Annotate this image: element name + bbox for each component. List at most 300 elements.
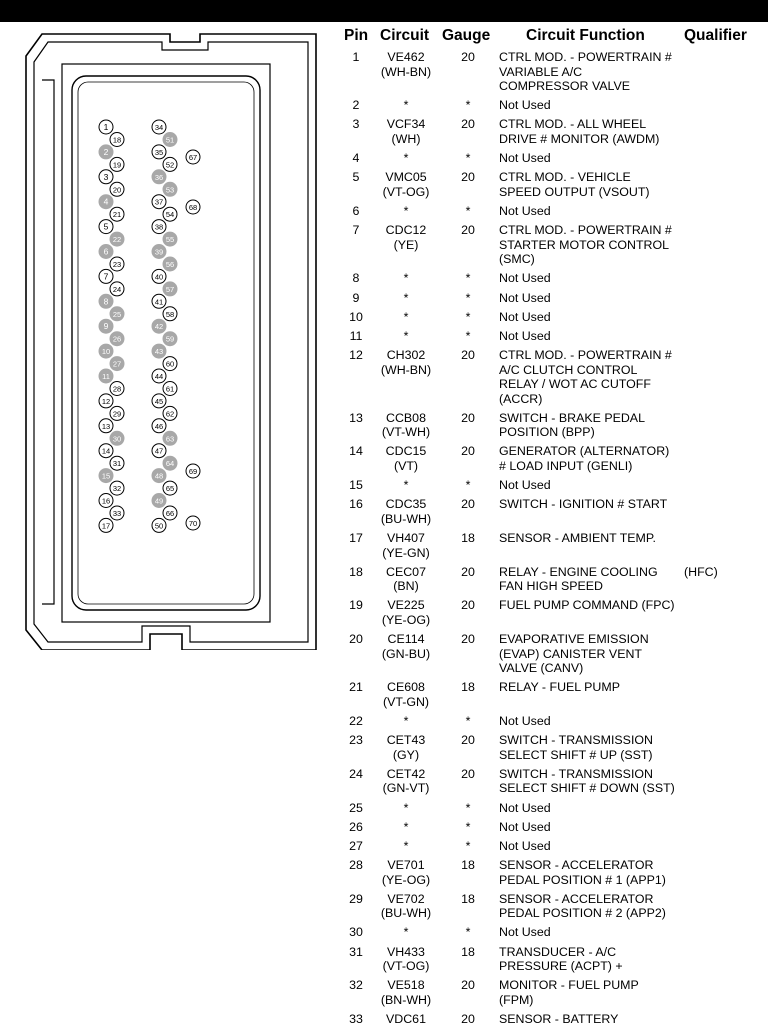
circuit-function-line: Not Used bbox=[499, 203, 551, 218]
circuit-function-line: SWITCH - IGNITION # START bbox=[499, 497, 668, 512]
wire-gauge: * bbox=[465, 271, 471, 286]
connector-pin-label: 52 bbox=[165, 160, 175, 170]
connector-pin bbox=[163, 332, 177, 346]
connector-pin-label: 5 bbox=[103, 221, 109, 232]
table-row bbox=[336, 271, 768, 290]
circuit-function-line: Not Used bbox=[499, 478, 551, 493]
connector-pin bbox=[163, 456, 177, 470]
wire-color: (WH-BN) bbox=[380, 362, 432, 377]
table-row bbox=[336, 310, 768, 329]
wire-color: (VT) bbox=[393, 458, 419, 473]
circuit-code: * bbox=[403, 925, 409, 940]
wire-color: (WH-BN) bbox=[380, 64, 432, 79]
connector-pin-label: 41 bbox=[154, 297, 164, 307]
circuit-code: CH302 bbox=[386, 348, 426, 363]
connector-pin-label: 28 bbox=[112, 384, 122, 394]
table-row bbox=[336, 50, 768, 98]
connector-pin-label: 6 bbox=[103, 246, 109, 257]
table-row bbox=[336, 348, 768, 411]
wire-gauge: * bbox=[465, 309, 471, 324]
connector-pin-label: 54 bbox=[165, 210, 175, 220]
wire-color: (VT-WH) bbox=[381, 425, 431, 440]
pin-number: 24 bbox=[349, 766, 363, 781]
wire-color: (YE-OG) bbox=[381, 872, 431, 887]
connector-pin-label: 32 bbox=[112, 484, 122, 494]
circuit-function-line: RELAY - FUEL PUMP bbox=[499, 680, 620, 695]
connector-pin bbox=[110, 182, 124, 196]
connector-pin bbox=[152, 494, 166, 508]
wire-gauge: 18 bbox=[461, 944, 475, 959]
wire-gauge: * bbox=[465, 800, 471, 815]
connector-pin bbox=[110, 481, 124, 495]
wire-gauge: * bbox=[465, 478, 471, 493]
connector-pin bbox=[163, 257, 177, 271]
wire-color: (BU-WH) bbox=[380, 906, 432, 921]
connector-pin bbox=[163, 431, 177, 445]
connector-pin bbox=[152, 444, 166, 458]
circuit-code: CE114 bbox=[387, 632, 425, 647]
pin-number: 6 bbox=[352, 203, 360, 218]
circuit-code: CDC35 bbox=[385, 497, 427, 512]
connector-pin bbox=[152, 120, 166, 134]
wire-gauge: 20 bbox=[461, 410, 475, 425]
connector-pin-label: 18 bbox=[112, 135, 122, 145]
circuit-function-line: SELECT SHIFT # DOWN (SST) bbox=[499, 781, 675, 796]
wire-gauge: * bbox=[465, 819, 471, 834]
connector-pin bbox=[186, 464, 200, 478]
connector-pin bbox=[152, 269, 166, 283]
pin-number: 20 bbox=[349, 632, 363, 647]
wire-gauge: 20 bbox=[461, 598, 475, 613]
wire-gauge: 18 bbox=[461, 858, 475, 873]
table-row bbox=[336, 444, 768, 478]
connector-pin bbox=[110, 357, 124, 371]
circuit-code: * bbox=[403, 328, 409, 343]
connector-pin-label: 68 bbox=[188, 203, 198, 212]
table-row bbox=[336, 223, 768, 271]
circuit-function-line: Not Used bbox=[499, 925, 551, 940]
circuit-function-line: GENERATOR (ALTERNATOR) bbox=[499, 444, 670, 459]
circuit-code: VMC05 bbox=[385, 170, 427, 185]
circuit-code: * bbox=[403, 713, 409, 728]
pin-number: 12 bbox=[349, 348, 363, 363]
connector-pin-label: 67 bbox=[188, 153, 198, 162]
connector-pin bbox=[152, 220, 166, 234]
connector-pin-label: 3 bbox=[103, 171, 109, 182]
connector-pin-label: 64 bbox=[165, 459, 175, 469]
circuit-code: VE462 bbox=[387, 50, 425, 64]
connector-pin bbox=[110, 307, 124, 321]
wire-gauge: * bbox=[465, 838, 471, 853]
circuit-function-line: DRIVE # MONITOR (AWDM) bbox=[499, 131, 660, 146]
wire-gauge: 20 bbox=[461, 348, 475, 363]
connector-pin bbox=[99, 319, 113, 333]
circuit-function-line: CTRL MOD. - VEHICLE bbox=[499, 170, 631, 185]
pin-number: 27 bbox=[349, 838, 363, 853]
wire-color: (VT-GN) bbox=[382, 694, 430, 709]
table-row bbox=[336, 978, 768, 1012]
circuit-code: VE702 bbox=[387, 891, 425, 906]
connector-pin-label: 23 bbox=[112, 260, 122, 269]
connector-pin bbox=[163, 357, 177, 371]
circuit-code: VE518 bbox=[387, 978, 425, 993]
qualifier: (HFC) bbox=[684, 564, 718, 579]
connector-pin bbox=[110, 232, 124, 246]
connector-pin bbox=[99, 170, 113, 184]
circuit-function-line: Not Used bbox=[499, 271, 551, 286]
connector-pin-label: 19 bbox=[112, 160, 122, 170]
connector-pin-label: 14 bbox=[101, 446, 111, 456]
circuit-code: * bbox=[403, 151, 409, 166]
connector-pin bbox=[99, 120, 113, 134]
table-row bbox=[336, 204, 768, 223]
pin-number: 26 bbox=[349, 819, 363, 834]
connector-pin bbox=[163, 506, 177, 520]
table-row bbox=[336, 858, 768, 892]
connector-pin-label: 40 bbox=[154, 272, 164, 282]
table-row bbox=[336, 170, 768, 204]
circuit-code: * bbox=[403, 203, 409, 218]
connector-pin-label: 7 bbox=[103, 271, 109, 282]
connector-pin-label: 65 bbox=[165, 484, 175, 494]
connector-pin bbox=[110, 431, 124, 445]
circuit-code: VDC61 bbox=[386, 1012, 426, 1026]
connector-pin-label: 35 bbox=[154, 147, 164, 157]
circuit-function-line: POSITION (BPP) bbox=[499, 425, 595, 440]
connector-pin-label: 69 bbox=[188, 467, 198, 476]
pin-number: 14 bbox=[349, 444, 363, 459]
circuit-code: * bbox=[403, 290, 409, 305]
wire-gauge: * bbox=[465, 203, 471, 218]
pin-number: 10 bbox=[349, 309, 363, 324]
circuit-code: * bbox=[403, 309, 409, 324]
connector-pin-label: 66 bbox=[165, 509, 175, 518]
pin-number: 32 bbox=[349, 978, 363, 993]
circuit-function-line: Not Used bbox=[499, 819, 551, 834]
connector-pin-label: 20 bbox=[112, 185, 122, 195]
connector-pin bbox=[110, 332, 124, 346]
circuit-code: * bbox=[403, 819, 409, 834]
connector-pin bbox=[152, 469, 166, 483]
table-row bbox=[336, 767, 768, 801]
connector-pin bbox=[152, 145, 166, 159]
connector-pin bbox=[110, 456, 124, 470]
connector-pin bbox=[99, 469, 113, 483]
connector-pin-label: 31 bbox=[112, 459, 122, 469]
connector-pin bbox=[99, 518, 113, 532]
connector-pin-label: 47 bbox=[154, 446, 164, 456]
connector-pin-label: 21 bbox=[112, 210, 122, 220]
pin-number: 5 bbox=[352, 170, 360, 185]
table-row bbox=[336, 151, 768, 170]
circuit-code: CDC15 bbox=[385, 444, 427, 459]
table-row bbox=[336, 478, 768, 497]
circuit-function-line: PEDAL POSITION # 2 (APP2) bbox=[499, 906, 666, 921]
table-row bbox=[336, 411, 768, 445]
connector-pin-label: 51 bbox=[165, 135, 175, 145]
circuit-function-line: SELECT SHIFT # UP (SST) bbox=[499, 747, 653, 762]
connector-pin-label: 46 bbox=[154, 421, 164, 431]
pin-number: 19 bbox=[349, 598, 363, 613]
pin-number: 23 bbox=[349, 733, 363, 748]
connector-pin-label: 70 bbox=[188, 519, 198, 528]
connector-pin-label: 56 bbox=[165, 260, 175, 269]
connector-pin-label: 57 bbox=[165, 284, 175, 294]
circuit-function-line: Not Used bbox=[499, 309, 551, 324]
pin-number: 13 bbox=[349, 410, 363, 425]
connector-pin bbox=[163, 157, 177, 171]
connector-pin-label: 43 bbox=[154, 347, 164, 357]
pin-number: 16 bbox=[349, 497, 363, 512]
connector-pin-label: 44 bbox=[154, 372, 164, 381]
circuit-code: * bbox=[403, 98, 409, 113]
connector-pin bbox=[152, 319, 166, 333]
connector-pin-label: 4 bbox=[103, 196, 109, 207]
connector-pin-label: 8 bbox=[103, 296, 109, 307]
circuit-function-line: CTRL MOD. - POWERTRAIN # bbox=[499, 223, 672, 238]
connector-pin bbox=[110, 282, 124, 296]
wire-color: (GN-BU) bbox=[381, 646, 431, 661]
table-row bbox=[336, 714, 768, 733]
table-row bbox=[336, 291, 768, 310]
wire-gauge: 20 bbox=[461, 632, 475, 647]
circuit-function-line: VARIABLE A/C bbox=[499, 64, 583, 79]
connector-pin bbox=[152, 294, 166, 308]
connector-pin bbox=[99, 444, 113, 458]
table-row bbox=[336, 598, 768, 632]
circuit-function-line: STARTER MOTOR CONTROL bbox=[499, 237, 670, 252]
table-row bbox=[336, 925, 768, 944]
circuit-code: VCF34 bbox=[386, 117, 426, 132]
connector-pin-label: 11 bbox=[102, 372, 110, 381]
pin-number: 9 bbox=[352, 290, 360, 305]
wire-color: (YE-OG) bbox=[381, 612, 431, 627]
wire-gauge: * bbox=[465, 290, 471, 305]
wire-gauge: * bbox=[465, 925, 471, 940]
circuit-code: * bbox=[403, 271, 409, 286]
connector-pin-label: 49 bbox=[154, 496, 164, 506]
connector-pin-label: 2 bbox=[103, 146, 109, 157]
table-row bbox=[336, 892, 768, 926]
connector-pin-label: 10 bbox=[101, 347, 111, 357]
connector-pin bbox=[163, 406, 177, 420]
connector-pin bbox=[186, 150, 200, 164]
wire-gauge: 20 bbox=[461, 733, 475, 748]
circuit-function-line: Not Used bbox=[499, 98, 551, 113]
circuit-code: CE608 bbox=[387, 680, 425, 695]
table-header bbox=[336, 26, 768, 50]
circuit-function-line: EVAPORATIVE EMISSION bbox=[499, 632, 649, 647]
connector-pin bbox=[110, 133, 124, 147]
connector-pin bbox=[163, 232, 177, 246]
table-row bbox=[336, 945, 768, 979]
connector-pin-label: 55 bbox=[165, 235, 175, 245]
circuit-function-line: CTRL MOD. - ALL WHEEL bbox=[499, 117, 647, 132]
circuit-code: CET42 bbox=[386, 766, 426, 781]
connector-pin bbox=[99, 245, 113, 259]
wire-gauge: * bbox=[465, 98, 471, 113]
pin-number: 28 bbox=[349, 858, 363, 873]
circuit-function-line: SENSOR - BATTERY bbox=[499, 1012, 619, 1026]
connector-pin bbox=[99, 145, 113, 159]
connector-pin bbox=[186, 200, 200, 214]
connector-pin bbox=[152, 518, 166, 532]
connector-pin bbox=[99, 269, 113, 283]
connector-pin-label: 50 bbox=[154, 521, 164, 531]
connector-pin bbox=[99, 294, 113, 308]
circuit-function-line: COMPRESSOR VALVE bbox=[499, 79, 631, 93]
wire-gauge: 20 bbox=[461, 766, 475, 781]
connector-pin bbox=[99, 494, 113, 508]
table-row bbox=[336, 632, 768, 680]
pin-number: 22 bbox=[349, 713, 363, 728]
connector-pin-label: 25 bbox=[112, 309, 122, 319]
wire-gauge: * bbox=[465, 151, 471, 166]
circuit-code: VE701 bbox=[387, 858, 425, 873]
pin-number: 25 bbox=[349, 800, 363, 815]
connector-pin-label: 13 bbox=[101, 421, 111, 431]
circuit-code: CCB08 bbox=[386, 410, 426, 425]
circuit-function-line: SENSOR - ACCELERATOR bbox=[499, 858, 654, 873]
connector-pin-label: 58 bbox=[165, 309, 175, 319]
wire-gauge: 20 bbox=[461, 170, 475, 185]
pin-number: 3 bbox=[352, 117, 360, 132]
connector-pin bbox=[110, 406, 124, 420]
pin-number: 7 bbox=[352, 223, 360, 238]
connector-pin-label: 60 bbox=[165, 359, 175, 369]
pin-number: 17 bbox=[349, 531, 363, 545]
wire-gauge: 20 bbox=[461, 978, 475, 993]
header-qualifier: Qualifier bbox=[684, 27, 747, 44]
wire-gauge: 18 bbox=[461, 531, 475, 545]
connector-lock-ridge bbox=[42, 80, 54, 604]
connector-pin bbox=[99, 195, 113, 209]
connector-pin-label: 24 bbox=[112, 284, 122, 294]
circuit-function-line: Not Used bbox=[499, 328, 551, 343]
connector-pin bbox=[152, 394, 166, 408]
table-row bbox=[336, 820, 768, 839]
circuit-function-line: FAN HIGH SPEED bbox=[499, 579, 603, 594]
circuit-function-line: RELAY - ENGINE COOLING bbox=[499, 564, 658, 579]
pin-number: 33 bbox=[349, 1012, 363, 1026]
circuit-function-line: MONITOR - FUEL PUMP bbox=[499, 978, 639, 993]
connector-pin-label: 34 bbox=[154, 123, 164, 132]
connector-pin bbox=[163, 182, 177, 196]
table-row bbox=[336, 733, 768, 767]
wire-color: (GN-VT) bbox=[382, 781, 430, 796]
connector-pin-label: 30 bbox=[112, 434, 122, 444]
circuit-function-line: TRANSDUCER - A/C bbox=[499, 944, 617, 959]
circuit-function-line: SWITCH - TRANSMISSION bbox=[499, 733, 653, 748]
wire-color: (VT-OG) bbox=[382, 959, 430, 974]
circuit-function-line: SENSOR - AMBIENT TEMP. bbox=[499, 531, 656, 545]
wire-gauge: * bbox=[465, 713, 471, 728]
table-row bbox=[336, 531, 768, 565]
circuit-code: CET43 bbox=[386, 733, 426, 748]
connector-pin-label: 53 bbox=[165, 185, 175, 195]
connector-pin bbox=[152, 245, 166, 259]
connector-pin-label: 33 bbox=[112, 509, 122, 518]
connector-pin-label: 63 bbox=[165, 434, 175, 444]
circuit-function-line: (ACCR) bbox=[499, 391, 543, 406]
wire-color: (YE) bbox=[393, 237, 419, 252]
connector-pin-label: 38 bbox=[154, 222, 164, 232]
circuit-code: * bbox=[403, 478, 409, 493]
circuit-function-line: SWITCH - TRANSMISSION bbox=[499, 766, 653, 781]
circuit-function-line: PRESSURE (ACPT) + bbox=[499, 959, 623, 974]
circuit-function-line: SWITCH - BRAKE PEDAL bbox=[499, 410, 645, 425]
pinout-table bbox=[336, 26, 768, 1031]
top-bar bbox=[0, 0, 768, 22]
wire-color: (YE-GN) bbox=[382, 545, 430, 560]
connector-pin-label: 29 bbox=[112, 409, 122, 419]
connector-pin-label: 9 bbox=[103, 321, 109, 332]
pin-number: 29 bbox=[349, 891, 363, 906]
connector-pin-label: 62 bbox=[165, 409, 175, 419]
pin-number: 21 bbox=[349, 680, 363, 695]
wire-gauge: 20 bbox=[461, 444, 475, 459]
circuit-function-line: Not Used bbox=[499, 838, 551, 853]
circuit-function-line: SENSOR - ACCELERATOR bbox=[499, 891, 654, 906]
connector-pin-label: 37 bbox=[154, 197, 164, 207]
connector-pin-label: 45 bbox=[154, 396, 164, 406]
connector-pin-label: 39 bbox=[154, 247, 164, 257]
circuit-code: CEC07 bbox=[386, 564, 426, 579]
wire-color: (WH) bbox=[391, 131, 421, 146]
circuit-function-line: RELAY / WOT AC CUTOFF bbox=[499, 377, 651, 392]
circuit-code: * bbox=[403, 838, 409, 853]
connector-pin-label: 26 bbox=[112, 334, 122, 344]
table-row bbox=[336, 680, 768, 714]
wire-gauge: * bbox=[465, 328, 471, 343]
circuit-function-line: Not Used bbox=[499, 800, 551, 815]
connector-pin-label: 1 bbox=[103, 122, 109, 132]
circuit-function-line: PEDAL POSITION # 1 (APP1) bbox=[499, 872, 666, 887]
connector-pin-label: 12 bbox=[101, 396, 111, 406]
connector-pin bbox=[163, 307, 177, 321]
table-row bbox=[336, 565, 768, 599]
connector-pin bbox=[99, 220, 113, 234]
table-row bbox=[336, 117, 768, 151]
pin-number: 18 bbox=[349, 564, 363, 579]
connector-pin-label: 61 bbox=[165, 384, 175, 394]
circuit-function-line: FUEL PUMP COMMAND (FPC) bbox=[499, 598, 675, 613]
circuit-function-line: VALVE (CANV) bbox=[499, 661, 584, 676]
wire-color: (BN-WH) bbox=[380, 992, 432, 1007]
connector-pin-label: 22 bbox=[112, 235, 122, 245]
connector-pin bbox=[152, 369, 166, 383]
wire-gauge: 20 bbox=[461, 497, 475, 512]
wire-gauge: 20 bbox=[461, 117, 475, 132]
connector-pin-label: 59 bbox=[165, 334, 175, 344]
table-row bbox=[336, 497, 768, 531]
circuit-function-line: # LOAD INPUT (GENLI) bbox=[499, 458, 633, 473]
wire-gauge: 20 bbox=[461, 50, 475, 64]
wire-color: (GY) bbox=[392, 747, 420, 762]
circuit-code: VE225 bbox=[387, 598, 425, 613]
connector-pin bbox=[99, 369, 113, 383]
wire-gauge: 18 bbox=[461, 891, 475, 906]
circuit-code: * bbox=[403, 800, 409, 815]
connector-pin bbox=[186, 516, 200, 530]
circuit-code: CDC12 bbox=[385, 223, 427, 238]
connector-pin bbox=[152, 195, 166, 209]
connector-pin bbox=[110, 257, 124, 271]
header-pin: Pin bbox=[344, 27, 369, 44]
circuit-function-line: Not Used bbox=[499, 151, 551, 166]
circuit-function-line: CTRL MOD. - POWERTRAIN # bbox=[499, 348, 672, 363]
connector-pin bbox=[99, 394, 113, 408]
